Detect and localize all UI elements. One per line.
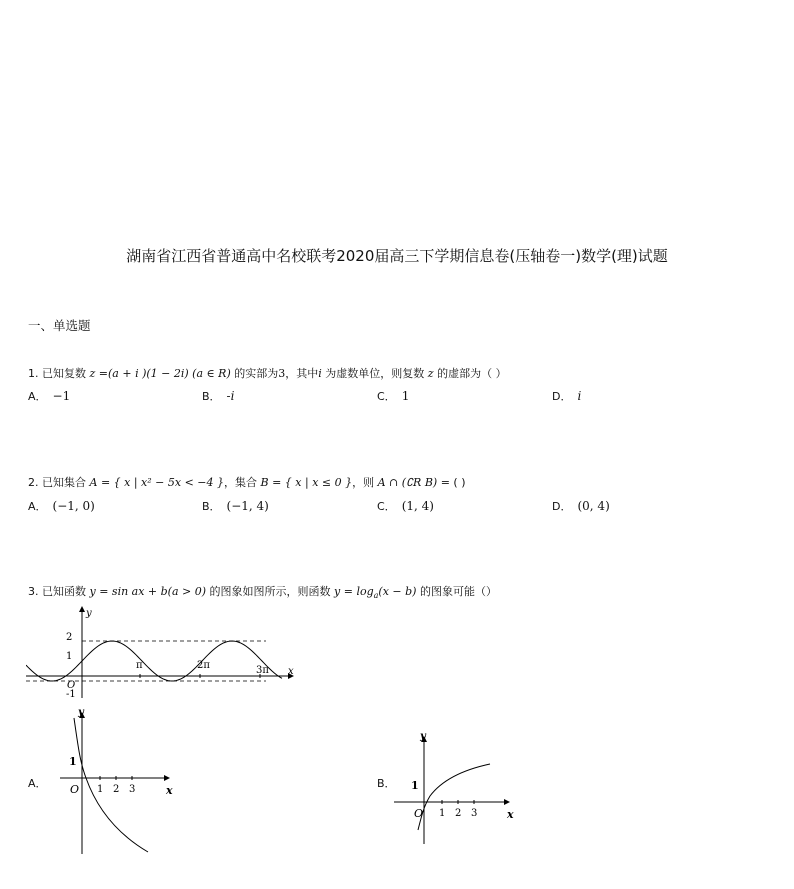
option-a-xtick-1: 1: [97, 784, 104, 795]
q1-imag-unit: i: [318, 367, 322, 380]
option-b-x-arrow: [504, 799, 510, 805]
option-b-origin: O: [414, 807, 424, 820]
q3-graph-origin: O: [67, 680, 76, 691]
q3-graph-xtick-pi: π: [136, 660, 143, 671]
option-a-origin: O: [70, 783, 80, 796]
question-3-stem: [28, 583, 497, 600]
q2-text-2: ，集合: [224, 476, 261, 489]
q3-log-base: a: [373, 591, 379, 601]
option-a-xtick-2: 2: [113, 784, 120, 795]
q3-text-3: 的图象可能（）: [416, 585, 497, 598]
q1-text-4: 为虚数单位，则复数: [321, 367, 425, 380]
q2-option-b[interactable]: [202, 498, 269, 514]
q3-function-g: y = log: [334, 585, 374, 598]
option-a-curve: [74, 718, 148, 852]
question-2-stem: [28, 474, 466, 490]
q3-sine-graph: [26, 604, 298, 700]
q1-option-b-letter: B．: [202, 390, 221, 403]
option-b-xtick-1: 1: [439, 808, 446, 819]
option-b-xtick-2: 2: [455, 808, 462, 819]
q2-set-a: A = { x | x² − 5x < −4 }: [89, 476, 224, 489]
option-a-x-label: x: [166, 784, 173, 797]
option-a-ytick-1: 1: [69, 755, 77, 768]
q2-set-b: B = { x | x ≤ 0 }: [260, 476, 353, 489]
q3-graph-y-arrow: [79, 606, 85, 612]
q2-option-d[interactable]: [552, 498, 610, 514]
q1-option-d-value: i: [577, 389, 582, 403]
q2-option-c[interactable]: [377, 498, 434, 514]
q1-option-a-letter: A．: [28, 390, 47, 403]
q3-graph-xtick-3pi: 3π: [256, 665, 269, 676]
option-b-curve: [418, 764, 490, 830]
q3-option-a-graph[interactable]: [56, 706, 186, 858]
q1-expression: z =(a + i )(1 − 2i): [89, 367, 189, 380]
q1-real-part: 3: [278, 367, 286, 380]
option-a-x-arrow: [164, 775, 170, 781]
q1-text-3: ，其中: [285, 367, 319, 380]
q2-option-a-letter: A．: [28, 500, 47, 513]
q3-option-b-graph[interactable]: [390, 726, 524, 850]
q3-text-1: 3. 已知函数: [28, 585, 90, 598]
q1-option-d-letter: D．: [552, 390, 572, 403]
option-a-y-label: y: [78, 707, 84, 718]
q1-z: z: [424, 367, 438, 380]
option-b-y-label: y: [420, 731, 426, 742]
q2-option-b-letter: B．: [202, 500, 221, 513]
q2-option-c-value: (1, 4): [401, 499, 434, 513]
q1-text-5: 的虚部为（ ）: [437, 367, 507, 380]
q1-condition: (a ∈ R): [188, 367, 231, 380]
q1-option-a[interactable]: [28, 388, 70, 404]
q1-option-d[interactable]: [552, 388, 581, 404]
q3-text-2: 的图象如图所示，则函数: [206, 585, 335, 598]
q2-option-d-letter: D．: [552, 500, 572, 513]
q1-option-c-letter: C．: [377, 390, 396, 403]
q1-option-b-value: -i: [226, 389, 235, 403]
question-1-stem: [28, 365, 507, 381]
q3-log-arg: (x − b): [378, 585, 417, 598]
q1-option-c-value: 1: [401, 389, 410, 403]
q3-graph-curve: [26, 641, 282, 681]
section-heading: 一、单选题: [28, 318, 91, 333]
q1-text-2: 的实部为: [230, 367, 279, 380]
q2-expression: A ∩ (∁R B): [377, 476, 438, 489]
option-a-xtick-3: 3: [129, 784, 136, 795]
q2-option-b-value: (−1, 4): [226, 499, 269, 513]
q3-graph-ytick-neg1: -1: [66, 689, 76, 700]
q3-graph-x-label: x: [288, 666, 294, 677]
q1-text-1: 1. 已知复数: [28, 367, 90, 380]
q1-option-b[interactable]: [202, 388, 234, 404]
page-title: 湖南省江西省普通高中名校联考2020届高三下学期信息卷(压轴卷一)数学(理)试题: [126, 247, 668, 265]
q2-option-a[interactable]: [28, 498, 95, 514]
option-b-ytick-1: 1: [411, 779, 419, 792]
q1-option-a-value: −1: [52, 389, 71, 403]
q2-option-a-value: (−1, 0): [52, 499, 95, 513]
option-b-xtick-3: 3: [471, 808, 478, 819]
q1-option-c[interactable]: [377, 388, 409, 404]
q3-graph-y-label: y: [86, 608, 92, 619]
q3-option-b-letter[interactable]: B．: [377, 777, 396, 790]
q3-graph-xtick-2pi: 2π: [197, 660, 210, 671]
q3-function-f: y = sin ax + b(a > 0): [89, 585, 207, 598]
q3-graph-ytick-2: 2: [66, 632, 73, 643]
q2-option-c-letter: C．: [377, 500, 396, 513]
q2-option-d-value: (0, 4): [577, 499, 610, 513]
q3-graph-ytick-1: 1: [66, 651, 73, 662]
q2-text-1: 2. 已知集合: [28, 476, 90, 489]
q2-text-4: = ( ): [437, 476, 466, 489]
q2-text-3: ，则: [352, 476, 378, 489]
q3-option-a-letter[interactable]: A．: [28, 777, 47, 790]
option-b-x-label: x: [507, 808, 514, 821]
